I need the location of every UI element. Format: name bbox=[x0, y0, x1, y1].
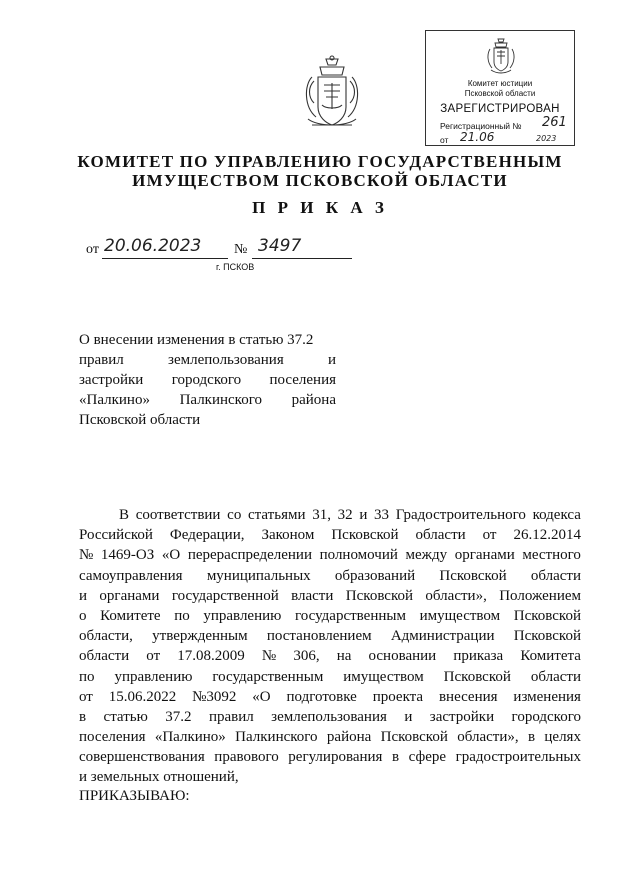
word: Палкинского bbox=[179, 391, 262, 408]
word: Комитета bbox=[520, 648, 581, 665]
word: городского bbox=[511, 708, 581, 725]
committee-name-line2: ИМУЩЕСТВОМ ПСКОВСКОЙ ОБЛАСТИ bbox=[132, 171, 508, 190]
word: Псковской bbox=[513, 607, 581, 624]
word: по bbox=[174, 607, 190, 624]
word: правил bbox=[208, 708, 254, 725]
body-line bbox=[79, 626, 581, 646]
word: местного bbox=[522, 547, 581, 564]
word: 32 bbox=[337, 507, 353, 523]
word: сфере bbox=[408, 749, 447, 766]
word: постановлением bbox=[266, 628, 372, 645]
word: имуществом bbox=[343, 668, 424, 685]
body-line bbox=[79, 566, 581, 586]
word: Администрации bbox=[390, 628, 495, 645]
stamp-organization-line1: Комитет юстиции bbox=[467, 79, 533, 88]
word: городского bbox=[171, 371, 242, 388]
word: Палкинского bbox=[235, 729, 318, 746]
coat-of-arms-icon bbox=[300, 55, 364, 135]
word: 17.08.2009 bbox=[177, 648, 245, 665]
word: органами bbox=[454, 547, 515, 564]
word: области, bbox=[79, 628, 133, 645]
order-body bbox=[79, 505, 581, 788]
body-line bbox=[79, 687, 581, 707]
body-line bbox=[79, 707, 581, 727]
body-line bbox=[79, 747, 581, 767]
word: правил bbox=[79, 351, 124, 368]
word: о bbox=[79, 607, 87, 624]
stamp-year-value: 2023 bbox=[536, 134, 557, 143]
word: соответствии bbox=[135, 507, 221, 523]
word: перераспределении bbox=[187, 547, 312, 564]
body-line bbox=[79, 606, 581, 626]
word: по bbox=[79, 668, 95, 685]
word: района bbox=[326, 729, 372, 746]
word: градостроительных bbox=[455, 749, 581, 766]
stamp-reg-number-label: Регистрационный № bbox=[440, 121, 522, 131]
word: В bbox=[119, 507, 130, 523]
word: внесения bbox=[438, 688, 498, 705]
word: «О bbox=[252, 688, 271, 705]
order-directive: ПРИКАЗЫВАЮ: bbox=[79, 788, 190, 804]
word: застройки bbox=[79, 371, 144, 388]
body-lines bbox=[79, 505, 581, 767]
word: в bbox=[392, 749, 400, 766]
word: образований bbox=[334, 567, 416, 584]
body-line bbox=[79, 727, 581, 747]
word: совершенствования bbox=[79, 749, 205, 766]
word: области bbox=[79, 648, 130, 665]
body-line-last: и земельных отношений, bbox=[79, 769, 239, 786]
word: Псковской bbox=[439, 567, 507, 584]
word: «Палкино» bbox=[79, 391, 150, 408]
stamp-date-label: от bbox=[440, 135, 449, 145]
subject-line bbox=[79, 391, 336, 411]
word: со bbox=[227, 507, 242, 523]
subject-line: О внесении изменения в статью 37.2 bbox=[79, 332, 314, 348]
body-line bbox=[79, 545, 581, 565]
word: полномочий bbox=[319, 547, 398, 564]
word: государственной bbox=[171, 587, 279, 604]
word: «Палкино» bbox=[154, 729, 226, 746]
word: Псковской bbox=[331, 527, 399, 544]
word: подготовке bbox=[286, 688, 357, 705]
word: государственным bbox=[295, 607, 406, 624]
subject-line: Псковской области bbox=[79, 412, 201, 429]
body-line bbox=[79, 646, 581, 666]
word: муниципальных bbox=[206, 567, 311, 584]
word: области», bbox=[425, 587, 487, 604]
word: власти bbox=[291, 587, 334, 604]
word: Федерации, bbox=[169, 527, 245, 544]
word: Положением bbox=[499, 587, 581, 604]
word: государственным bbox=[212, 668, 324, 685]
word: от bbox=[482, 527, 497, 544]
word: района bbox=[291, 391, 336, 408]
order-subject bbox=[79, 331, 336, 431]
word: и bbox=[359, 507, 368, 523]
committee-name bbox=[0, 152, 640, 190]
order-date-value: 20.06.2023 bbox=[104, 236, 202, 256]
stamp-organization-line2: Псковской области bbox=[464, 89, 536, 98]
body-line bbox=[79, 667, 581, 687]
word: от bbox=[146, 648, 161, 665]
body-line bbox=[79, 505, 581, 525]
word: поселения bbox=[269, 371, 336, 388]
word: поселения bbox=[79, 729, 146, 746]
word: утвержденным bbox=[152, 628, 248, 645]
word: Градостроительного bbox=[395, 507, 526, 523]
registration-stamp bbox=[425, 30, 575, 146]
word: самоуправления bbox=[79, 567, 183, 584]
stamp-coat-of-arms-icon bbox=[486, 37, 516, 75]
word: и bbox=[404, 708, 413, 725]
date-prefix: от bbox=[86, 242, 99, 257]
word: 1469-ОЗ bbox=[100, 547, 155, 564]
word: Российской bbox=[79, 527, 153, 544]
word: «О bbox=[161, 547, 181, 564]
word: области bbox=[530, 567, 581, 584]
word: Псковской bbox=[380, 729, 448, 746]
word: между bbox=[405, 547, 448, 564]
word: Псковской bbox=[345, 587, 414, 604]
word: 31, bbox=[312, 507, 331, 523]
word: проекта bbox=[372, 688, 424, 705]
word: области», bbox=[457, 729, 519, 746]
word: области bbox=[415, 527, 466, 544]
word: Законом bbox=[261, 527, 315, 544]
word: 33 bbox=[374, 507, 390, 523]
date-underline bbox=[102, 258, 228, 259]
word: на bbox=[336, 648, 352, 665]
word: от bbox=[79, 688, 93, 705]
word: кодекса bbox=[532, 507, 581, 523]
word: области bbox=[530, 668, 581, 685]
committee-name-line1: КОМИТЕТ ПО УПРАВЛЕНИЮ ГОСУДАРСТВЕННЫМ bbox=[77, 152, 563, 171]
word: землепользования bbox=[271, 708, 387, 725]
stamp-reg-number-value: 261 bbox=[542, 115, 567, 130]
word: и bbox=[79, 587, 88, 604]
subject-line bbox=[79, 371, 336, 391]
word: управлению bbox=[114, 668, 193, 685]
word: № bbox=[261, 648, 277, 665]
word: в bbox=[527, 729, 536, 746]
number-underline bbox=[252, 258, 352, 259]
word: правового bbox=[214, 749, 279, 766]
word: 26.12.2014 bbox=[513, 527, 581, 544]
order-number-value: 3497 bbox=[258, 236, 302, 256]
word: застройки bbox=[429, 708, 495, 725]
word: управлению bbox=[203, 607, 282, 624]
word: № bbox=[79, 547, 94, 564]
word: имуществом bbox=[419, 607, 501, 624]
word: в bbox=[79, 708, 87, 725]
word: целях bbox=[544, 729, 581, 746]
subject-line bbox=[79, 351, 336, 371]
city-label: г. ПСКОВ bbox=[216, 262, 255, 272]
word: 15.06.2022 bbox=[108, 688, 177, 705]
stamp-date-value: 21.06 bbox=[460, 130, 495, 144]
word: основании bbox=[368, 648, 437, 665]
word: статьями bbox=[248, 507, 306, 523]
body-line bbox=[79, 586, 581, 606]
order-title: П Р И К А З bbox=[252, 198, 388, 217]
number-prefix: № bbox=[234, 242, 248, 257]
word: №3092 bbox=[192, 688, 237, 705]
stamp-registered-label: ЗАРЕГИСТРИРОВАН bbox=[440, 103, 560, 115]
word: регулирования bbox=[288, 749, 383, 766]
word: приказа bbox=[453, 648, 504, 665]
word: органами bbox=[99, 587, 160, 604]
word: изменения bbox=[513, 688, 581, 705]
body-line bbox=[79, 525, 581, 545]
word: и bbox=[327, 351, 336, 368]
word: Псковской bbox=[513, 628, 581, 645]
word: 306, bbox=[293, 648, 320, 665]
word: Комитете bbox=[100, 607, 161, 624]
word: статью bbox=[103, 708, 148, 725]
word: Псковской bbox=[443, 668, 511, 685]
word: землепользования bbox=[168, 351, 284, 368]
word: 37.2 bbox=[165, 708, 192, 725]
